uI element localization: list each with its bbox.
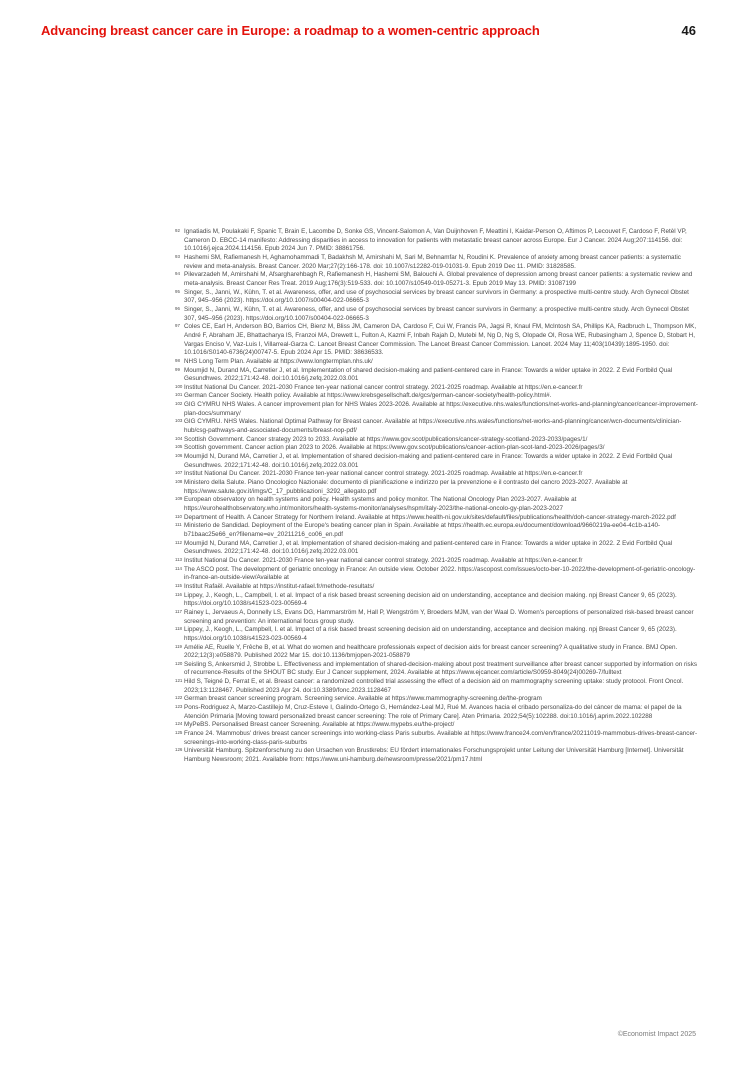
reference-number: 107 (175, 470, 183, 476)
reference-text: Pilevarzadeh M, Amirshahi M, Afsargharehbagh R, Rafiemanesh H, Hashemi SM, Balouchi A. Global prevalence of depression among breast cancer patients: a systematic review and meta-analysis. Breast Cancer Res Treat. 2019 Aug;176(3):519-533. doi: 10.1007/s10549-019-05271-3. Epub 2019 May 13. PMID: 31087199 (184, 271, 693, 287)
reference-text: Universität Hamburg. Spitzenforschung zu den Ursachen von Brustkrebs: EU fördert internationales Forschungsprojekt unter Leitung der Universität Hamburg [Internet]. Universität Hamburg Newsroom; 2021. Available from: https://www.uni-hamburg.de/newsroom/presse/2021/pm17.html (184, 747, 684, 764)
reference-number: 102 (175, 401, 183, 407)
reference-item (175, 470, 698, 479)
reference-number: 103 (175, 418, 183, 424)
reference-number: 111 (175, 522, 182, 528)
reference-number: 95 (175, 288, 180, 294)
reference-item (175, 566, 698, 583)
reference-text: Hild S, Teigné D, Ferrat E, et al. Breast cancer: a randomized controlled trial assessing the effect of a decision aid on mammography screening uptake: study protocol. Front Oncol. 2023;13:1128467. Published 2023 Apr 24. doi:10.3389/fonc.2023.1128467 (184, 678, 684, 694)
reference-text: Scottish government. Cancer action plan 2023 to 2026. Available at https://www.gov.scot/publications/cancer-action-plan-scot-land-2023-2026/pages/3/ (184, 444, 605, 452)
reference-number: 123 (175, 704, 183, 710)
reference-item (175, 626, 698, 643)
reference-number: 94 (175, 271, 180, 277)
reference-text: NHS Long Term Plan. Available at https://www.longtermplan.nhs.uk/ (184, 357, 373, 365)
reference-item (175, 747, 698, 764)
reference-item (175, 540, 698, 557)
reference-text: Moumjid N, Durand MA, Carretier J, et al. Implementation of shared decision-making and patient-centered care in France: Towards a wider uptake in 2022. Z Evid Fortbild Qual Gesundhwes. 2022;171:42-48. doi:10.1016/j.zefq.2022.03.001 (184, 539, 673, 556)
reference-text: Institut National Du Cancer. 2021-2030 France ten-year national cancer control strategy. 2021-2025 roadmap. Available at https://en.e-cancer.fr (184, 556, 583, 564)
reference-item (175, 418, 698, 435)
reference-list (175, 228, 698, 765)
reference-number: 110 (175, 513, 182, 519)
reference-item (175, 436, 698, 445)
reference-text: European observatory on health systems and policy. Health systems and policy monitor. The National Oncology Plan 2023-2027. Available at https://eurohealthobservatory.who.int/monitors/health-systems-monitor/analyses/hspm/italy-2023/the-national-oncolo-gy-plan-2023-2027 (184, 496, 577, 512)
reference-text: Pons-Rodriguez A, Marzo-Castillejo M, Cruz-Esteve I, Galindo-Ortego G, Hernández-Leal MJ, Rué M. Avances hacia el cribado personaliza-do del cáncer de mama: el papel de la Atención Primaria [Moving toward personalized breast cancer screening: The role of Primary Care]. Aten Primaria. 2022;54(5):102288. doi:10.1016/j.aprim.2022.102288 (184, 704, 682, 720)
reference-item (175, 401, 698, 418)
reference-number: 99 (175, 366, 180, 372)
reference-item (175, 730, 698, 747)
reference-text: Ignatiadis M, Poulakaki F, Spanic T, Brain E, Lacombe D, Sonke GS, Vincent-Salomon A, Van Duijnhoven F, Meattini I, Kaidar-Person O, Aftimos P, Lecouvet F, Cardoso F, Retèl VP, Cameron D. EBCC-14 manifesto: Addressing disparities in access to innovation for patients with metastatic breast cancer across Europe. Eur J Cancer. 2024 Aug;207:114156. doi: 10.1016/j.ejca.2024.114156. Epub 2024 Jun 7. PMID: 38861756. (184, 228, 687, 253)
reference-item (175, 644, 698, 661)
reference-number: 116 (175, 591, 182, 597)
reference-text: Amélie AE, Ruelle Y, Frêche B, et al. What do women and healthcare professionals expect of decision aids for breast cancer screening? A qualitative study in France. BMJ Open. 2022;12(3):e058879. Published 2022 Mar 15. doi:10.1136/bmjopen-2021-058879 (184, 643, 678, 660)
reference-text: GIG CYMRU. NHS Wales. National Optimal Pathway for Breast cancer. Available at https://executive.nhs.wales/functions/net-works-and-planning/cancer/wcn-documents/clinician-hub/csg-pathways-and-associated-documents/breast-nop-pdf/ (184, 418, 682, 435)
reference-text: Moumjid N, Durand MA, Carretier J, et al. Implementation of shared decision-making and patient-centered care in France: Towards a wider uptake in 2022. Z Evid Fortbild Qual Gesundhwes. 2022;171:42-48. doi:10.1016/j.zefq.2022.03.001 (184, 453, 673, 469)
reference-number: 100 (175, 383, 183, 389)
reference-item (175, 704, 698, 721)
reference-text: Ministerio de Sandidad. Deployment of the Europe's beating cancer plan in Spain. Available at https://health.ec.europa.eu/document/download/9660219a-ee04-4c1b-a140-b71baac25e66_en?filename=ev_20211216_co06_en.pdf (184, 522, 661, 538)
reference-number: 114 (175, 565, 182, 571)
reference-text: Hashemi SM, Rafiemanesh H, Aghamohammadi T, Badakhsh M, Amirshahi M, Sari M, Behnamfar N, Roudini K. Prevalence of anxiety among breast cancer patients: a systematic review and meta-analysis. Breast Cancer. 2020 Mar;27(2):166-178. doi: 10.1007/s12282-019-01031-9. Epub 2019 Dec 11. PMID: 31828585. (184, 253, 681, 270)
reference-number: 112 (175, 539, 182, 545)
reference-item (175, 306, 698, 323)
reference-item (175, 496, 698, 513)
reference-text: Rainey L, Jervaeus A, Donnelly LS, Evans DG, Hammarström M, Hall P, Wengström Y, Broeders MJM, van der Waal D. Women's perceptions of personalized risk-based breast cancer screening and prevention: An international focus group study. (184, 608, 694, 625)
reference-item (175, 514, 698, 523)
reference-number: 125 (175, 730, 183, 736)
reference-item (175, 367, 698, 384)
reference-item (175, 592, 698, 609)
reference-number: 119 (175, 643, 182, 649)
page-header-title: Advancing breast cancer care in Europe: a roadmap to a women-centric approach (41, 23, 540, 38)
reference-number: 126 (175, 747, 183, 753)
reference-number: 109 (175, 496, 183, 502)
reference-item (175, 392, 698, 401)
reference-text: Seisling S, Ankersmid J, Strobbe L. Effectiveness and implementation of shared-decision-making about post treatment surveillance after breast cancer supported by information on risks of recurrence-Results of the SHOUT BC study. Eur J Cancer supplement, 2024. Available at https://www.ejcancer.com/article/S0959-8049(24)00269-7/fulltext (184, 660, 697, 677)
reference-number: 93 (175, 253, 180, 259)
reference-item (175, 323, 698, 358)
reference-number: 104 (175, 435, 183, 441)
reference-item (175, 228, 698, 254)
reference-number: 106 (175, 453, 183, 459)
reference-item (175, 384, 698, 393)
reference-item (175, 358, 698, 367)
reference-number: 96 (175, 305, 180, 311)
reference-number: 108 (175, 479, 183, 485)
reference-item (175, 479, 698, 496)
reference-text: Moumjid N, Durand MA, Carretier J, et al. Implementation of shared decision-making and patient-centered care in France: Towards a wider uptake in 2022. Z Evid Fortbild Qual Gesundhwes. 2022;171:42-48. doi:10.1016/j.zefq.2022.03.001 (184, 366, 673, 383)
reference-text: Department of Health. A Cancer Strategy for Northern Ireland. Available at https://www.health-ni.gov.uk/sites/default/files/publications/health/doh-cancer-strategy-march-2022.pdf (184, 513, 676, 521)
reference-text: Singer, S., Janni, W., Kühn, T. et al. Awareness, offer, and use of psychosocial services by breast cancer survivors in Germany: a prospective multi-centre study. Arch Gynecol Obstet 307, 945–956 (2023). https://doi.org/10.1007/s00404-022-06665-3 (184, 305, 689, 322)
reference-text: Institut National Du Cancer. 2021-2030 France ten-year national cancer control strategy. 2021-2025 roadmap. Available at https://en.e-cancer.fr (184, 470, 583, 478)
reference-item (175, 695, 698, 704)
reference-text: Coles CE, Earl H, Anderson BO, Barrios CH, Bienz M, Bliss JM, Cameron DA, Cardoso F, Cui W, Francis PA, Jagsi R, Knaul FM, McIntosh SA, Phillips KA, Radbruch L, Thompson MK, André F, Abraham JE, Bhattacharya IS, Franzoi MA, Drewett L, Fulton A, Kazmi F, Inbah Rajah D, Mutebi M, Ng D, Ng S, Olopade OI, Rosa WE, Rubasingham J, Spence D, Stobart H, Vargas Enciso V, Vaz-Luis I, Villarreal-Garza C. Lancet Breast Cancer Commission. The Lancet Breast Cancer Commission. Lancet. 2024 May 11;403(10439):1895-1950. doi: 10.1016/S0140-6736(24)00747-5. Epub 2024 Apr 15. PMID: 38636533. (184, 323, 697, 357)
reference-text: Scottish Government. Cancer strategy 2023 to 2033. Available at https://www.gov.scot/publications/cancer-strategy-scotland-2023-2033/pages/1/ (184, 435, 588, 443)
reference-item (175, 609, 698, 626)
reference-item (175, 522, 698, 539)
reference-number: 121 (175, 678, 183, 684)
reference-item (175, 661, 698, 678)
reference-text: German Cancer Society. Health policy. Available at https://www.krebsgesellschaft.de/gcs/german-cancer-society/health-policy.html#. (184, 392, 552, 400)
reference-number: 118 (175, 626, 182, 632)
reference-number: 113 (175, 556, 182, 562)
reference-item (175, 289, 698, 306)
reference-number: 98 (175, 357, 180, 363)
reference-text: Singer, S., Janni, W., Kühn, T. et al. Awareness, offer, and use of psychosocial services by breast cancer survivors in Germany: a prospective multi-centre study. Arch Gynecol Obstet 307, 945–956 (2023). https://doi.org/10.1007/s00404-022-06665-3 (184, 288, 689, 305)
reference-item (175, 583, 698, 592)
page-number: 46 (681, 23, 696, 38)
reference-number: 122 (175, 695, 183, 701)
reference-number: 120 (175, 660, 183, 666)
reference-item (175, 444, 698, 453)
reference-number: 105 (175, 444, 183, 450)
reference-item (175, 254, 698, 271)
footer-copyright: ©Economist Impact 2025 (617, 1031, 696, 1038)
reference-text: Lippey, J., Keogh, L., Campbell, I. et al. Impact of a risk based breast screening decision aid on understanding, acceptance and decision making. npj Breast Cancer 9, 65 (2023). https://doi.org/10.1038/s41523-023-00569-4 (184, 591, 677, 608)
reference-text: The ASCO post. The development of geriatric oncology in France: An outside view. October 2022. https://ascopost.com/issues/octo-ber-10-2022/the-development-of-geriatric-oncology-in-france-an-outside-view/Available at (184, 565, 696, 582)
reference-text: Institut Rafaël. Available at https://institut-rafael.fr/methode-resultats/ (184, 582, 375, 590)
reference-text: Lippey, J., Keogh, L., Campbell, I. et al. Impact of a risk based breast screening decision aid on understanding, acceptance and decision making. npj Breast Cancer 9, 65 (2023). https://doi.org/10.1038/s41523-023-00569-4 (184, 626, 677, 642)
reference-text: MyPeBS. Personalised Breast cancer Screening. Available at https://www.mypebs.eu/the-project/ (184, 721, 455, 729)
reference-text: Institut National Du Cancer. 2021-2030 France ten-year national cancer control strategy. 2021-2025 roadmap. Available at https://en.e-cancer.fr (184, 383, 583, 391)
reference-item (175, 271, 698, 288)
reference-number: 124 (175, 721, 183, 727)
reference-number: 101 (175, 392, 183, 398)
reference-text: German breast cancer screening program. Screening service. Available at https://www.mammography-screening.de/the-program (184, 695, 542, 703)
reference-item (175, 721, 698, 730)
reference-number: 97 (175, 323, 180, 329)
reference-item (175, 453, 698, 470)
reference-text: Ministero della Salute. Piano Oncologico Nazionale: documento di pianificazione e indirizzo per la prevenzione e il contrasto del cancro 2023-2027. Available at https://www.salute.gov.it/imgs/C_17_pubblicazioni_3292_allegato.pdf (184, 479, 628, 495)
reference-number: 92 (175, 228, 180, 233)
reference-number: 117 (175, 608, 182, 614)
reference-item (175, 557, 698, 566)
reference-text: GIG CYMRU NHS Wales. A cancer improvement plan for NHS Wales 2023-2026. Available at https://executive.nhs.wales/functions/net-works-and-planning/cancer/cancer-improvement-plan-docs/summary/ (184, 401, 698, 417)
reference-item (175, 678, 698, 695)
reference-text: France 24. 'Mammobus' drives breast cancer screenings into working-class Paris suburbs. Available at https://www.france24.com/en/france/20211019-mammobus-drives-breast-cancer-screenings-into-working-class-paris-suburbs (184, 730, 698, 746)
reference-number: 115 (175, 582, 182, 588)
